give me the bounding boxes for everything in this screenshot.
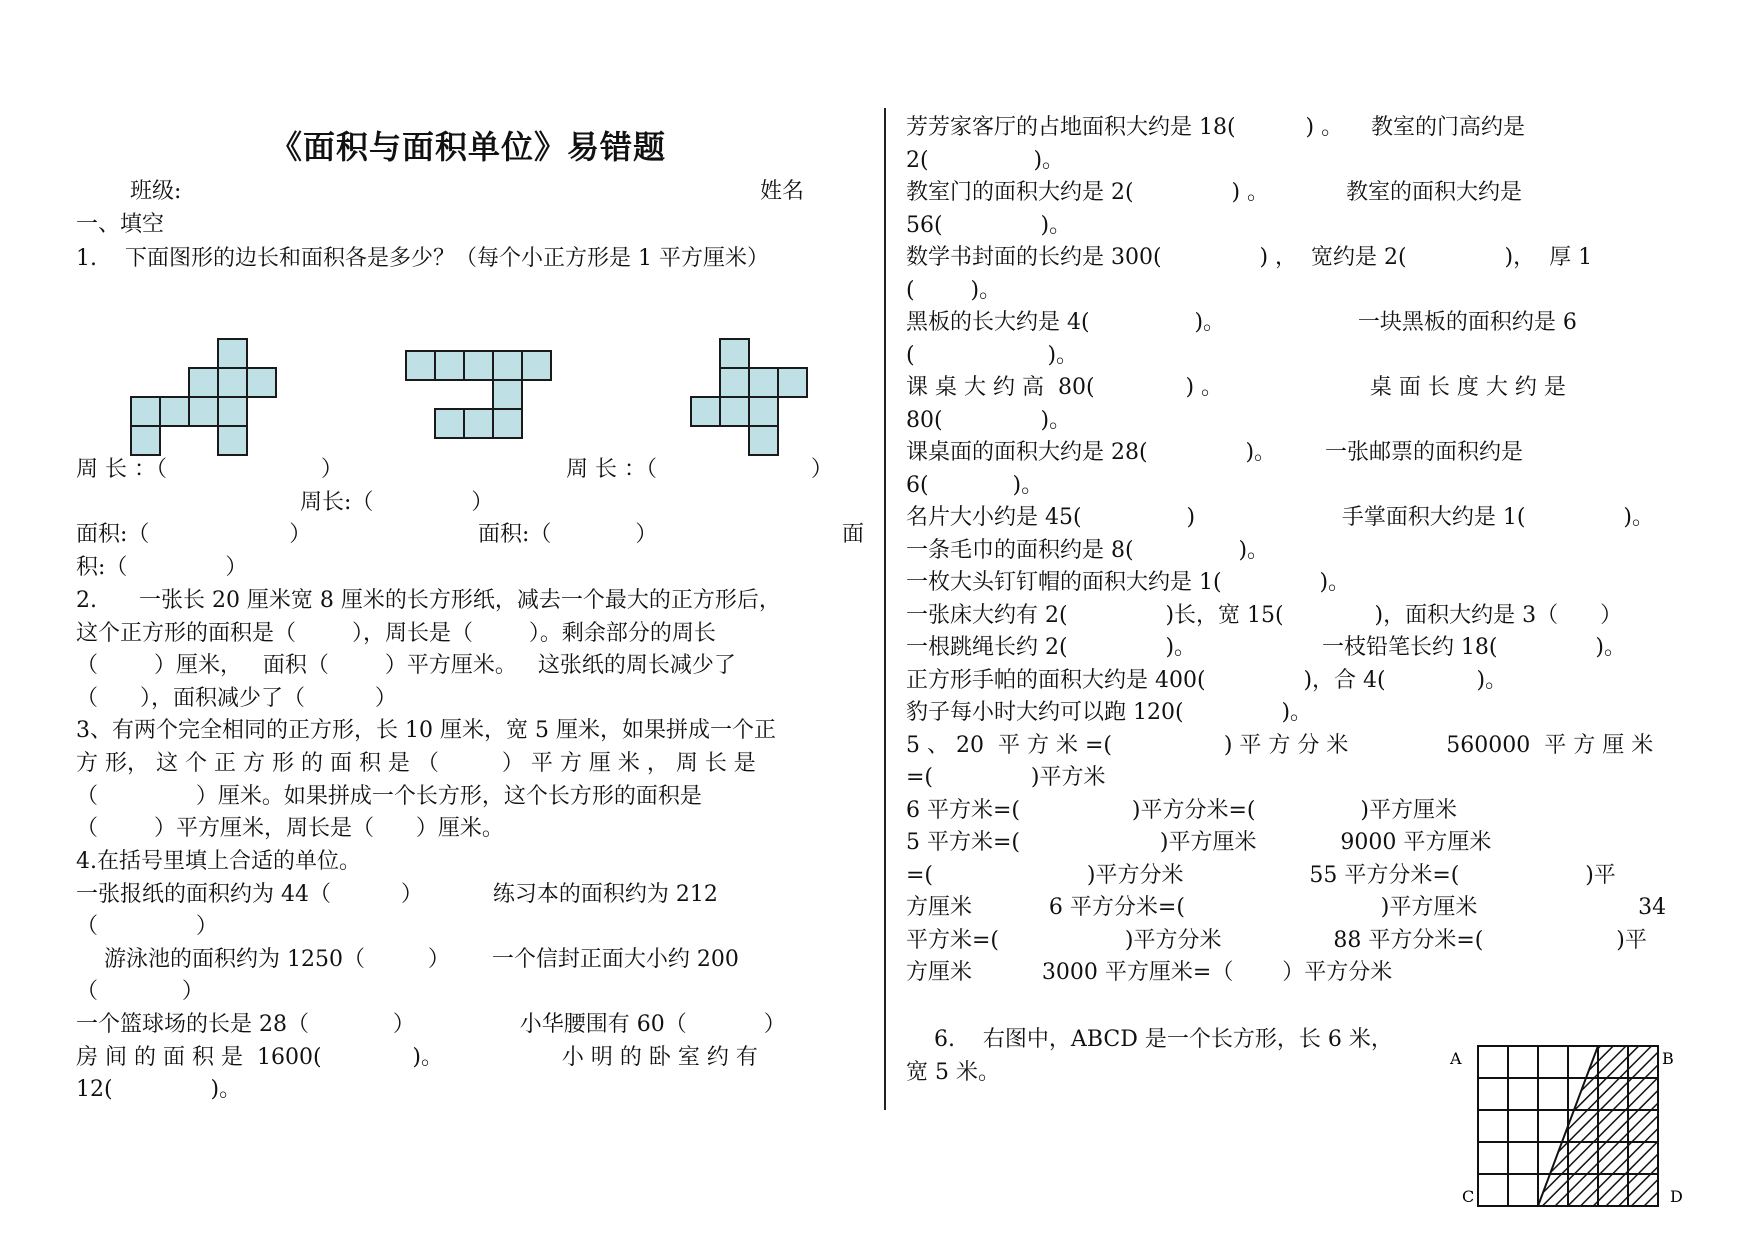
right-line-22: 6 平方米=( )平方分米=( )平方厘米 — [906, 798, 1457, 823]
area-c-end: 积:（ ） — [76, 555, 248, 580]
question-4-line-4: （ ） — [76, 979, 204, 1004]
grid-shape-b — [405, 350, 559, 444]
label-d: D — [1670, 1187, 1683, 1206]
right-line-7: 黑板的长大约是 4( )。 一块黑板的面积约是 6 — [906, 310, 1577, 335]
question-4-line-7: 12( )。 — [76, 1077, 242, 1102]
right-line-17: 一根跳绳长约 2( )。 一枝铅笔长约 18( )。 — [906, 635, 1626, 660]
perimeter-a: 周 长 ：（ ） — [76, 457, 343, 482]
page-title: 《面积与面积单位》易错题 — [270, 128, 667, 166]
question-3-line-2: 方 形， 这 个 正 方 形 的 面 积 是 （ ） 平 方 厘 米 ， 周 长 是 — [76, 751, 756, 776]
right-line-2: 2( )。 — [906, 148, 1065, 173]
area-a: 面积:（ ） — [76, 522, 312, 547]
question-4-line-1: 一张报纸的面积约为 44（ ） 练习本的面积约为 212 — [76, 882, 718, 907]
right-line-18: 正方形手帕的面积大约是 400( )，合 4( )。 — [906, 668, 1508, 693]
right-line-19: 豹子每小时大约可以跑 120( )。 — [906, 700, 1313, 725]
question-2-line-1: 2. 一张长 20 厘米宽 8 厘米的长方形纸，减去一个最大的正方形后， — [76, 588, 781, 613]
right-line-3: 教室门的面积大约是 2( ) 。 教室的面积大约是 — [906, 180, 1522, 205]
question-1: 1. 下面图形的边长和面积各是多少？（每个小正方形是 1 平方厘米） — [76, 246, 769, 271]
perimeter-c: 周长:（ ） — [300, 490, 494, 515]
right-line-9: 课 桌 大 约 高 80( ) 。 桌 面 长 度 大 约 是 — [906, 375, 1566, 400]
column-divider — [884, 108, 886, 1110]
perimeter-b: 周 长 ：（ ） — [566, 457, 833, 482]
right-line-23: 5 平方米=( )平方厘米 9000 平方厘米 — [906, 830, 1492, 855]
label-a: A — [1450, 1049, 1462, 1068]
right-line-15: 一枚大头钉钉帽的面积大约是 1( )。 — [906, 570, 1351, 595]
question-2-line-4: （ ），面积减少了（ ） — [76, 686, 397, 711]
right-line-11: 课桌面的面积大约是 28( )。 一张邮票的面积约是 — [906, 440, 1524, 465]
right-line-27: 方厘米 3000 平方厘米=（ ）平方分米 — [906, 960, 1393, 985]
question-4-line-2: （ ） — [76, 914, 218, 939]
right-line-1: 芳芳家客厅的占地面积大约是 18( ) 。 教室的门高约是 — [906, 115, 1526, 140]
class-label: 班级: — [130, 179, 182, 204]
right-line-12: 6( )。 — [906, 473, 1044, 498]
right-line-25: 方厘米 6 平方分米=( )平方厘米 34 — [906, 895, 1667, 920]
label-c: C — [1462, 1187, 1475, 1206]
right-line-8: ( )。 — [906, 343, 1079, 368]
right-line-24: =( )平方分米 55 平方分米=( )平 — [906, 863, 1616, 888]
right-line-21: =( )平方米 — [906, 765, 1106, 790]
right-line-14: 一条毛巾的面积约是 8( )。 — [906, 538, 1270, 563]
right-line-6: ( )。 — [906, 278, 1002, 303]
right-line-10: 80( )。 — [906, 408, 1072, 433]
right-line-20: 5 、 20 平 方 米 =( ) 平 方 分 米 560000 平 方 厘 米 — [906, 733, 1654, 758]
right-line-13: 名片大小约是 45( ) 手掌面积大约是 1( )。 — [906, 505, 1654, 530]
question-2-line-3: （ ）厘米， 面积（ ）平方厘米。 这张纸的周长减少了 — [76, 653, 736, 678]
question-4-line-5: 一个篮球场的长是 28（ ） 小华腰围有 60（ ） — [76, 1012, 786, 1037]
area-c-start: 面 — [842, 522, 865, 547]
grid-shape-a — [130, 330, 284, 458]
section-fill-in: 一、填空 — [76, 212, 165, 237]
right-line-16: 一张床大约有 2( )长，宽 15( )，面积大约是 3（ ） — [906, 603, 1623, 628]
question-3-line-3: （ ）厘米。如果拼成一个长方形，这个长方形的面积是 — [76, 784, 702, 809]
question-2-line-2: 这个正方形的面积是（ ），周长是（ ）。剩余部分的周长 — [76, 621, 716, 646]
question-3-line-4: （ ）平方厘米，周长是（ ）厘米。 — [76, 816, 504, 841]
right-line-26: 平方米=( )平方分米 88 平方分米=( )平 — [906, 928, 1647, 953]
question-4-line-3: 游泳池的面积约为 1250（ ） 一个信封正面大小约 200 — [76, 947, 739, 972]
grid-shape-c — [690, 330, 814, 458]
right-line-4: 56( )。 — [906, 213, 1072, 238]
question-4: 4.在括号里填上合适的单位。 — [76, 849, 361, 874]
abcd-rectangle-figure — [1440, 1040, 1700, 1220]
right-line-5: 数学书封面的长约是 300( ) ， 宽约是 2( )， 厚 1 — [906, 245, 1593, 270]
question-4-line-6: 房 间 的 面 积 是 1600( )。 小 明 的 卧 室 约 有 — [76, 1045, 758, 1070]
question-6-line-1: 6. 右图中，ABCD 是一个长方形，长 6 米， — [906, 1027, 1393, 1052]
name-label: 姓名 — [760, 179, 805, 204]
label-b: B — [1662, 1049, 1674, 1068]
question-3-line-1: 3、有两个完全相同的正方形，长 10 厘米，宽 5 厘米，如果拼成一个正 — [76, 718, 776, 743]
area-b: 面积:（ ） — [478, 522, 658, 547]
question-6-line-2: 宽 5 米。 — [906, 1060, 1000, 1085]
